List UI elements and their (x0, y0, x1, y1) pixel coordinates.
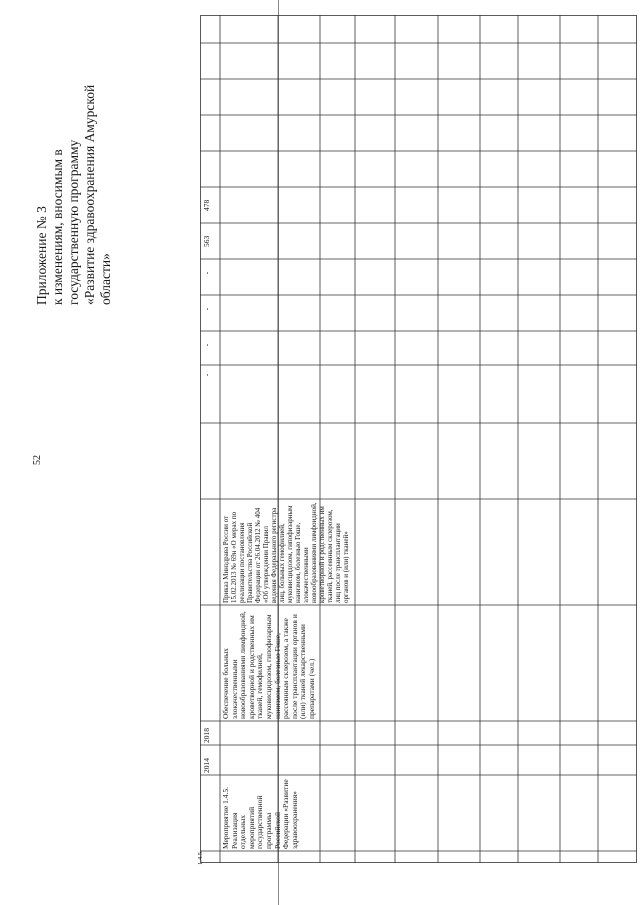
appendix-title: Приложение № 3 (34, 206, 49, 305)
value-cell-1: - (202, 373, 211, 377)
appendix-line-4: области» (98, 253, 113, 305)
program-table (197, 15, 637, 865)
year-start: 2014 (202, 758, 211, 773)
value-cell-4: - (202, 271, 211, 275)
value-cell-5: 563 (202, 235, 211, 247)
value-cell-6: 478 (202, 199, 211, 211)
measure-name: Мероприятие 1.4.5. Реализация отдельных мероприятий государственной программы Российской Федерации «Развитие здравоохранения» (221, 779, 299, 849)
value-cell-3: - (202, 307, 211, 311)
appendix-line-3: «Развитие здравоохранения Амурской (82, 84, 97, 305)
appendix-line-2: государственную программу (66, 139, 81, 305)
year-end: 2018 (202, 728, 211, 743)
row-number: 1.4.5. (197, 850, 204, 865)
value-cell-2: - (202, 343, 211, 347)
page-number: 52 (32, 455, 43, 465)
appendix-line-1: к изменениям, вносимым в (50, 149, 65, 305)
table-grid-lines (200, 15, 637, 863)
legal-basis: Приказ Минздрава России от 15.02.2013 № 69н «О мерах по реализации постановления Правительства Российской Федерации от 26.04.2012 № 404 «Об утверждении Правил ведения Федерального регистра лиц, больных гемофилией, муковисцидозом, гипофизарным нанизмом, болезнью Гоше, злокачественными новообразованиями лимфоидной, кроветворной и родственных им тканей, рассеянным склерозом, лиц после трансплантации органов и (или) тканей» (222, 502, 350, 603)
expected-result: Обеспечение больных злокачественными новообразованиями лимфоидной, кроветворной и родственных им тканей, гемофилией, муковисцидозом, гипофизарным нанизмом, болезнью Гоше, рассеянным склерозом, а также после трансплантации органов и (или) тканей лекарственными препаратами (чел.) (221, 611, 316, 719)
appendix-header (34, 45, 114, 305)
